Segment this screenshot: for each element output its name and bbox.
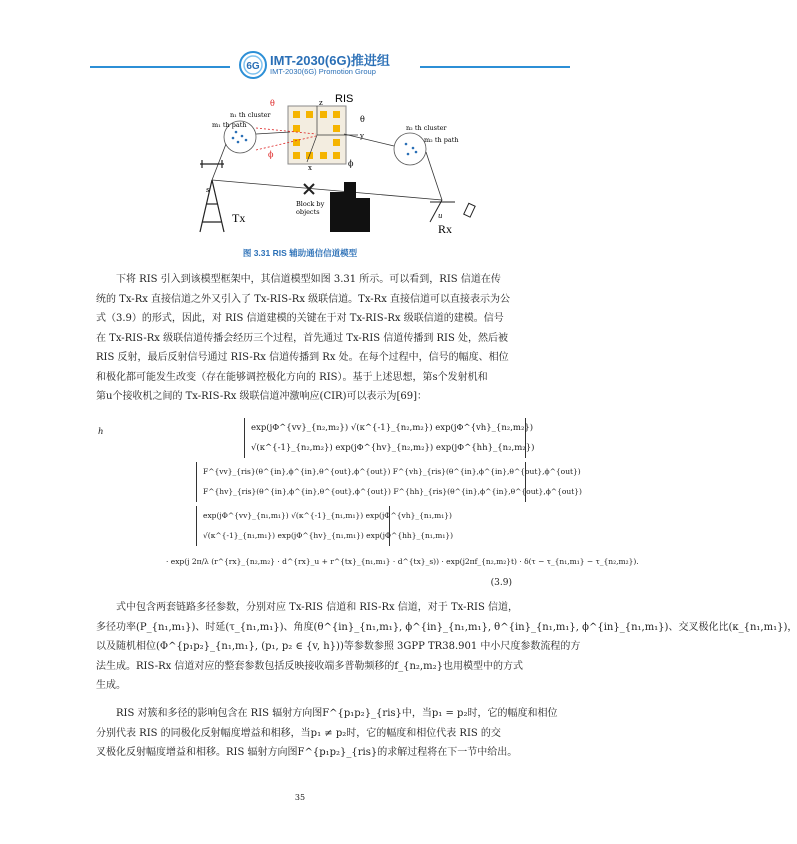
paragraph-1 [96, 270, 516, 407]
matrix-row: √(κ^{-1}_{n₂,m₂}) exp(jΦ^{hv}_{n₂,m₂}) exp(jΦ^{hh}_{n₂,m₂}) [251, 443, 535, 453]
x-axis-label: x [308, 164, 312, 172]
equation-lhs: h [98, 427, 104, 437]
objects-label: objects [296, 208, 320, 216]
text-line: 分别代表 RIS 的同极化反射幅度增益和相移，当p₁ ≠ p₂时，它的幅度和相位代表 RIS 的交 [96, 727, 501, 739]
text-line: 式（3.9）的形式，因此，对 RIS 信道建模的关键在于对 Tx-RIS-Rx 级联信道的建模。信号 [96, 313, 504, 324]
text-line: 下将 RIS 引入到该模型框架中，其信道模型如图 3.31 所示。可以看到，RIS 信道在传 [116, 274, 501, 285]
paragraph-3 [96, 704, 558, 763]
text-line: 和极化都可能发生改变（存在能够调控极化方向的 RIS）。基于上述思想，第s个发射机和 [96, 371, 488, 383]
block-label: Block by [296, 200, 325, 208]
paragraph-2 [96, 598, 797, 696]
text-line: RIS 反射，最后反射信号通过 RIS-Rx 信道传播到 Rx 处。在每个过程中，信号的幅度、相位 [96, 352, 509, 363]
matrix-rx [244, 418, 535, 458]
header-title: IMT-2030(6G)推进组 [270, 53, 390, 68]
page-number: 35 [294, 793, 306, 802]
u-label: u [438, 212, 443, 220]
theta-in-label: θ [270, 99, 275, 108]
phi-out-label: ϕ [348, 159, 354, 168]
m1-path-label: m₁ th path [212, 121, 247, 129]
text-line: 多径功率(P_{n₁,m₁})、时延(τ_{n₁,m₁})、角度(θ^{in}_{n₁,m₁}, ϕ^{in}_{n₁,m₁}, θ^{in}_{n₁,m₁}, ϕ^{in}_{n₁,m₁})、交叉极化比(κ_{n₁,m₁})， [96, 621, 797, 633]
ris-channel-figure [180, 92, 500, 237]
logo-text: 6G [246, 61, 260, 72]
header-rule-right [420, 66, 570, 68]
equation-number: (3.9) [490, 578, 512, 588]
theta-out-label: θ [360, 115, 365, 124]
text-line: 统的 Tx-Rx 直接信道之外又引入了 Tx-RIS-Rx 级联信道。Tx-Rx 直接信道可以直接表示为公 [96, 293, 511, 305]
phi-in-label: ϕ [268, 150, 274, 159]
tx-tower-icon [200, 160, 224, 232]
imt2030-logo-icon [238, 50, 268, 80]
equation-3-9 [96, 418, 639, 583]
phone-icon [464, 203, 475, 217]
text-line: 生成。 [96, 680, 126, 691]
matrix-row: exp(jΦ^{vv}_{n₁,m₁}) √(κ^{-1}_{n₁,m₁}) exp(jΦ^{vh}_{n₁,m₁}) [203, 511, 452, 520]
text-line: 叉极化反射幅度增益和相移。RIS 辐射方向图F^{p₁p₂}_{ris}的求解过程将在下一节中给出。 [96, 747, 518, 758]
y-axis-label: y [360, 132, 364, 140]
text-line: 以及随机相位(Φ^{p₁p₂}_{n₁,m₁}, (p₁, p₂ ∈ {v, h}))等参数参照 3GPP TR38.901 中小尺度参数流程的方 [96, 641, 581, 652]
matrix-row: F^{hv}_{ris}(θ^{in},ϕ^{in},θ^{out},ϕ^{out}) F^{hh}_{ris}(θ^{in},ϕ^{in},θ^{out},ϕ^{out}) [203, 487, 582, 496]
buildings-icon [330, 182, 370, 232]
matrix-row: √(κ^{-1}_{n₁,m₁}) exp(jΦ^{hv}_{n₁,m₁}) exp(jΦ^{hh}_{n₁,m₁}) [203, 531, 454, 540]
header-rule-left [90, 66, 230, 68]
z-axis-label: z [319, 99, 323, 107]
figure-caption: 图 3.31 RIS 辅助通信信道模型 [242, 248, 358, 258]
text-line: 第u个接收机之间的 Tx-RIS-Rx 级联信道冲激响应(CIR)可以表示为[69]： [96, 391, 428, 402]
equation-last-line: · exp(j 2π/λ (r^{rx}_{n₂,m₂} · d^{rx}_u + r^{tx}_{n₁,m₁} · d^{tx}_s)) · exp(j2πf_{n₂,m₂}t) · δ(τ − τ_{n₁,m₁} − τ_{n₂,m₂}). [166, 557, 639, 566]
n1-cluster-label: n₁ th cluster [230, 111, 271, 119]
n2-cluster-circle [394, 133, 426, 165]
n2-cluster-label: n₂ th cluster [406, 124, 447, 132]
text-line: 在 Tx-RIS-Rx 级联信道传播会经历三个过程，首先通过 Tx-RIS 信道传播到 RIS 处，然后被 [96, 332, 509, 344]
matrix-tx [196, 506, 454, 546]
text-line: 式中包含两套链路多径参数，分别对应 Tx-RIS 信道和 RIS-Rx 信道，对于 Tx-RIS 信道， [116, 602, 519, 613]
ris-label: RIS [335, 93, 354, 105]
rx-label: Rx [438, 222, 453, 236]
tx-label: Tx [232, 211, 246, 225]
s-label: s [206, 186, 210, 194]
matrix-ris [196, 462, 582, 502]
text-line: 法生成。RIS-Rx 信道对应的整套参数包括反映接收端多普勒频移的f_{n₂,m₂}也用模型中的方式 [96, 660, 523, 672]
header-subtitle: IMT-2030(6G) Promotion Group [270, 67, 376, 76]
text-line: RIS 对簇和多径的影响包含在 RIS 辐射方向图F^{p₁p₂}_{ris}中，当p₁ = p₂时，它的幅度和相位 [116, 708, 558, 719]
m2-path-label: m₂ th path [424, 136, 459, 144]
matrix-row: exp(jΦ^{vv}_{n₂,m₂}) √(κ^{-1}_{n₂,m₂}) exp(jΦ^{vh}_{n₂,m₂}) [251, 423, 534, 433]
matrix-row: F^{vv}_{ris}(θ^{in},ϕ^{in},θ^{out},ϕ^{out}) F^{vh}_{ris}(θ^{in},ϕ^{in},θ^{out},ϕ^{out}) [203, 467, 581, 476]
